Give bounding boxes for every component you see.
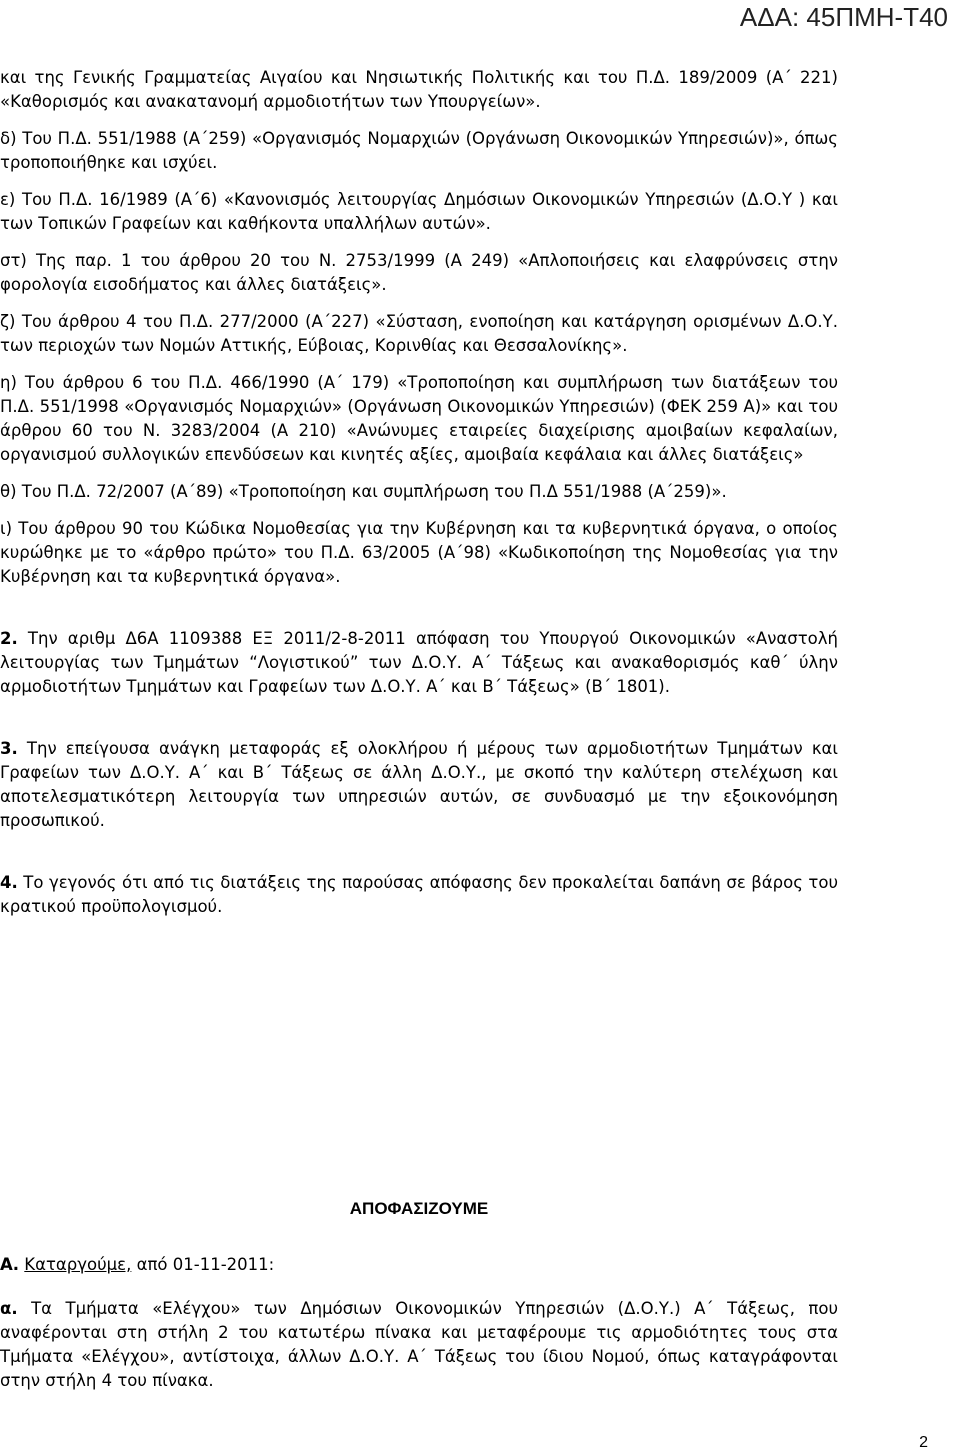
decision-text: [0, 1253, 838, 1413]
paragraph-continuation: και της Γενικής Γραμματείας Αιγαίου και Νησιωτικής Πολιτικής και του Π.Δ. 189/2009 (Α΄ 221) «Καθορισμός και ανακατανομή αρμοδιοτήτων των Υπουργείων».: [0, 68, 838, 111]
item-text: Τα Τμήματα «Ελέγχου» των Δημόσιων Οικονομικών Υπηρεσιών (Δ.Ο.Υ.) Α΄ Τάξεως, που αναφέρονται στη στήλη 2 του κατωτέρω πίνακα και μεταφέρουμε τις αρμοδιότητες τους στα Τμήματα «Ελέγχου», αντίστοιχα, άλλων Δ.Ο.Υ. Α΄ Τάξεως του ίδιου Νομού, όπως καταγράφονται στην στήλη 4 του πίνακα.: [0, 1299, 838, 1390]
paragraph-number: 3.: [0, 739, 18, 758]
document-id: ΑΔΑ: 45ΠΜΗ-Τ40: [739, 2, 948, 32]
numbered-paragraph-4: [0, 871, 838, 919]
paragraph-number: 2.: [0, 629, 18, 648]
paragraph-i: η) Του άρθρου 6 του Π.Δ. 466/1990 (Α΄ 179) «Τροποποίηση και συμπλήρωση των διατάξεων του Π.Δ. 551/1998 «Οργανισμός Νομαρχιών» (Οργάνωση Οικονομικών Υπηρεσιών) (ΦΕΚ 259 Α)» και του άρθρου 60 του Ν. 3283/2004 (Α 210) «Ανώνυμες εταιρείες διαχείρισης αμοιβαίων κεφαλαίων, οργανισμού συλλογικών επενδύσεων και κινητές αξίες, αμοιβαία κεφάλαια και άλλες διατάξεις»: [0, 373, 838, 464]
page-number: 2: [919, 1434, 928, 1451]
decision-heading: ΑΠΟΦΑΣΙΖΟΥΜΕ: [349, 1199, 489, 1218]
section-label: Α.: [0, 1255, 20, 1274]
numbered-paragraph-2: [0, 627, 838, 699]
section-text: από 01-11-2011:: [131, 1255, 275, 1274]
section-a: [0, 1253, 838, 1277]
paragraph-st: στ) Της παρ. 1 του άρθρου 20 του Ν. 2753/1999 (Α 249) «Απλοποιήσεις και ελαφρύνσεις στην φορολογία εισοδήματος και άλλες διατάξεις».: [0, 251, 838, 294]
paragraph-iota: ι) Του άρθρου 90 του Κώδικα Νομοθεσίας για την Κυβέρνηση και τα κυβερνητικά όργανα, ο οποίος κυρώθηκε με το «άρθρο πρώτο» του Π.Δ. 63/2005 (Α΄98) «Κωδικοποίηση της Νομοθεσίας για την Κυβέρνηση και τα κυβερνητικά όργανα».: [0, 519, 838, 586]
item-a: [0, 1297, 838, 1393]
paragraph-e: ε) Του Π.Δ. 16/1989 (Α΄6) «Κανονισμός λειτουργίας Δημόσιων Οικονομικών Υπηρεσιών (Δ.Ο.Υ ) και των Τοπικών Γραφείων και καθήκοντα υπαλλήλων αυτών».: [0, 190, 838, 233]
numbered-paragraph-3: [0, 737, 838, 833]
paragraph-d: δ) Του Π.Δ. 551/1988 (Α΄259) «Οργανισμός Νομαρχιών (Οργάνωση Οικονομικών Υπηρεσιών)», όπως τροποποιήθηκε και ισχύει.: [0, 129, 838, 172]
section-underlined-term: Καταργούμε,: [24, 1255, 132, 1274]
item-label: α.: [0, 1299, 18, 1318]
paragraph-number: 4.: [0, 873, 18, 892]
paragraph-th: θ) Του Π.Δ. 72/2007 (Α΄89) «Τροποποίηση και συμπλήρωση του Π.Δ 551/1988 (Α΄259)».: [0, 482, 727, 501]
paragraph-text: Το γεγονός ότι από τις διατάξεις της παρούσας απόφασης δεν προκαλείται δαπάνη σε βάρος του κρατικού προϋπολογισμού.: [0, 873, 838, 916]
paragraph-text: Την αριθμ Δ6Α 1109388 ΕΞ 2011/2-8-2011 απόφαση του Υπουργού Οικονομικών «Αναστολή λειτουργίας των Τμημάτων “Λογιστικού” των Δ.Ο.Υ. Α΄ Τάξεως και ανακαθορισμός καθ΄ ύλην αρμοδιοτήτων Τμημάτων και Γραφείων των Δ.Ο.Υ. Α΄ και Β΄ Τάξεως» (Β΄ 1801).: [0, 629, 838, 696]
preamble-text: [0, 66, 838, 932]
paragraph-text: Την επείγουσα ανάγκη μεταφοράς εξ ολοκλήρου ή μέρους των αρμοδιοτήτων Τμημάτων και Γραφείων των Δ.Ο.Υ. Α΄ και Β΄ Τάξεως σε άλλη Δ.Ο.Υ., με σκοπό την καλύτερη στελέχωση και αποτελεσματικότερη λειτουργία των υπηρεσιών αυτών, σε συνδυασμό με την εξοικονόμηση προσωπικού.: [0, 739, 838, 830]
paragraph-z: ζ) Του άρθρου 4 του Π.Δ. 277/2000 (Α΄227) «Σύσταση, ενοποίηση και κατάργηση ορισμένων Δ.Ο.Υ. των περιοχών των Νομών Αττικής, Εύβοιας, Κορινθίας και Θεσσαλονίκης».: [0, 312, 838, 355]
